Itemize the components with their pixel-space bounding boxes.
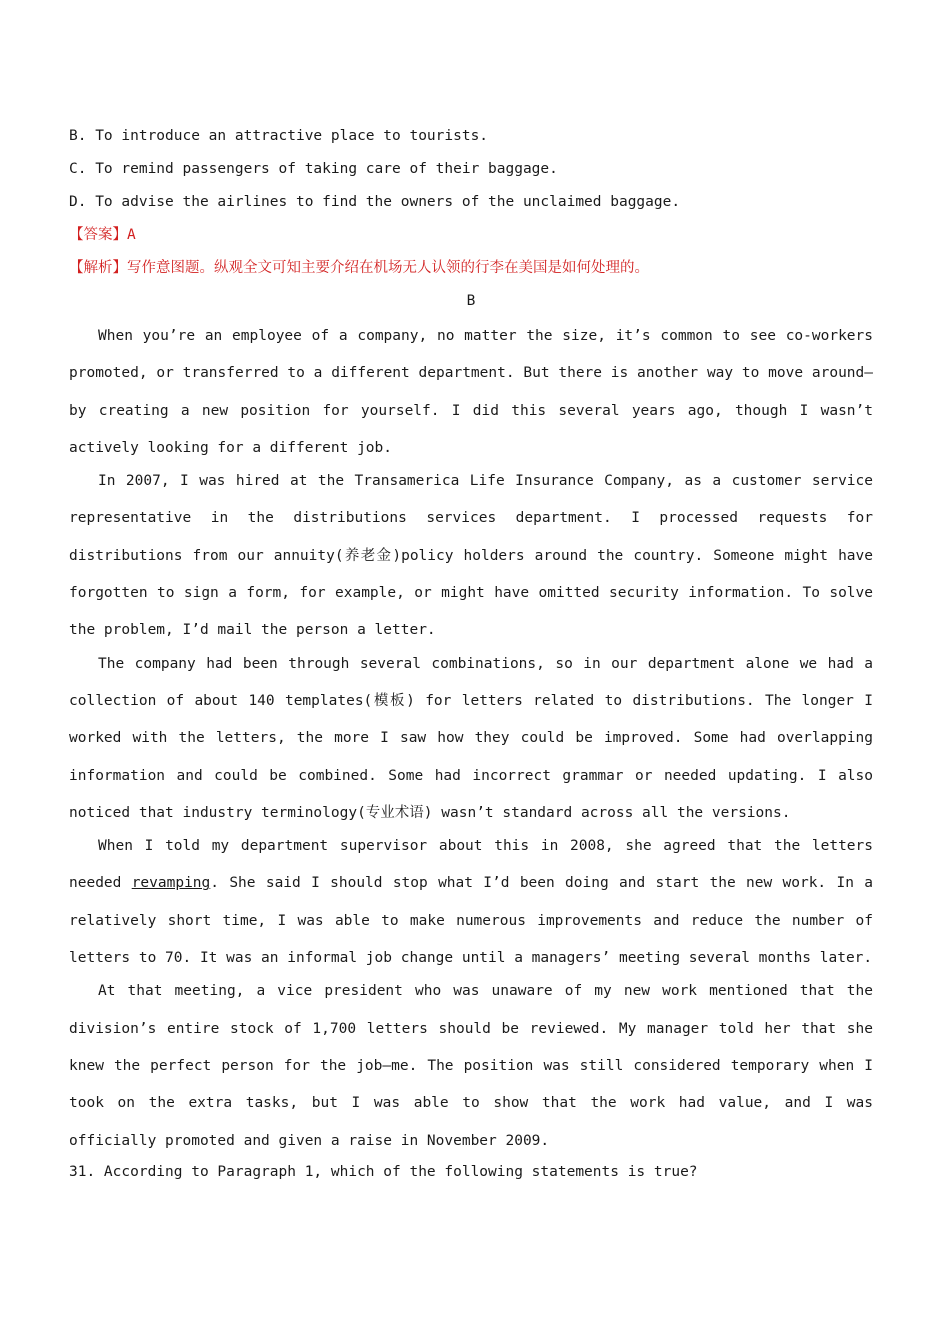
paragraph-5: At that meeting, a vice president who was unaware of my new work mentioned that the division’s entire stock of 1,700 letters should be reviewed. My manager told her that she knew the perfect person for the job—me. The position was still considered temporary when I took on the extra tasks, but I was able to show that the work had value, and I was officially promoted and given a raise in November 2009. bbox=[69, 983, 873, 1149]
underlined-word: revamping bbox=[131, 875, 211, 892]
answer-line: 【答案】A bbox=[69, 227, 136, 243]
paragraph-3: The company had been through several combinations, so in our department alone we had a collection of about 140 templates(模板) for letters related to distributions. The longer I worked with the letters, the more I saw how they could be improved. Some had overlapping information and could be combined. Some had incorrect grammar or needed updating. I also noticed that industry terminology(专业术语) wasn’t standard across all the versions. bbox=[69, 655, 873, 821]
question-31: 31. According to Paragraph 1, which of the following statements is true? bbox=[69, 1163, 698, 1180]
paragraph-4 bbox=[69, 828, 873, 977]
paragraph-1: When you’re an employee of a company, no matter the size, it’s common to see co-workers promoted, or transferred to a different department. But there is another way to move around—by creating a new position for yourself. I did this several years ago, though I wasn’t actively looking for a different job. bbox=[69, 328, 873, 456]
document-page bbox=[69, 120, 873, 1189]
paragraph-4-start: When I told my department supervisor about this in 2008, she agreed that the letters needed bbox=[69, 838, 873, 892]
option-b: B. To introduce an attractive place to tourists. bbox=[69, 128, 489, 144]
option-d: D. To advise the airlines to find the owners of the unclaimed baggage. bbox=[69, 194, 681, 210]
analysis-line: 【解析】写作意图题。纵观全文可知主要介绍在机场无人认领的行李在美国是如何处理的。 bbox=[69, 260, 649, 276]
section-title: B bbox=[466, 293, 476, 309]
option-c: C. To remind passengers of taking care of their baggage. bbox=[69, 161, 558, 177]
paragraph-2: In 2007, I was hired at the Transamerica Life Insurance Company, as a customer service representative in the distributions services department. I processed requests for distributions from our annuity(养老金)policy holders around the country. Someone might have forgotten to sign a form, for example, or might have omitted security information. To solve the problem, I’d mail the person a letter. bbox=[69, 473, 873, 639]
paragraph-4-end: . She said I should stop what I’d been doing and start the new work. In a relatively short time, I was able to make numerous improvements and reduce the number of letters to 70. It was an informal job change until a managers’ meeting several months later. bbox=[69, 875, 873, 967]
